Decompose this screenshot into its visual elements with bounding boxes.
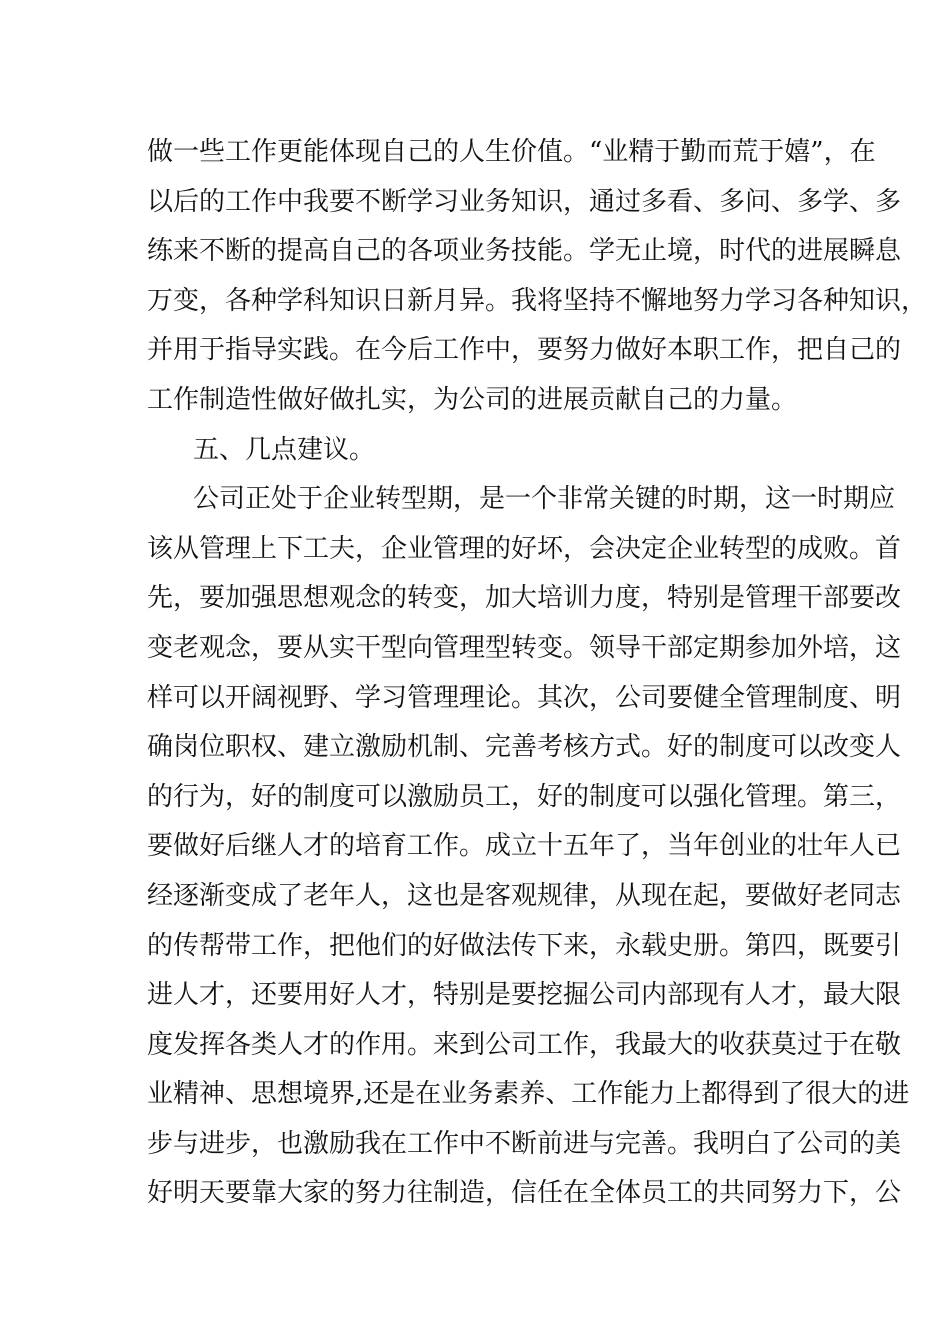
text-line: 并用于指导实践。在今后工作中，要努力做好本职工作，把自己的 <box>147 335 902 366</box>
text-line: 步与进步，也激励我在工作中不断前进与完善。我明白了公司的美 <box>147 1128 902 1159</box>
text-line: 的行为，好的制度可以激励员工，好的制度可以强化管理。第三， <box>147 781 902 812</box>
text-line: 做一些工作更能体现自己的人生价值。“业精于勤而荒于嬉”，在 <box>147 137 876 167</box>
text-line: 经逐渐变成了老年人，这也是客观规律，从现在起，要做好老同志 <box>147 880 902 911</box>
document-body <box>147 128 928 1219</box>
section-heading: 五、几点建议。 <box>193 434 376 465</box>
text-line: 公司正处于企业转型期，是一个非常关键的时期，这一时期应 <box>193 484 896 515</box>
text-line: 万变，各种学科知识日新月异。我将坚持不懈地努力学习各种知识， <box>147 285 928 316</box>
text-line: 的传帮带工作，把他们的好做法传下来，永载史册。第四，既要引 <box>147 930 902 961</box>
text-line: 好明天要靠大家的努力往制造，信任在全体员工的共同努力下，公 <box>147 1178 902 1209</box>
text-line: 以后的工作中我要不断学习业务知识，通过多看、多问、多学、多 <box>147 186 902 217</box>
text-line: 变老观念，要从实干型向管理型转变。领导干部定期参加外培，这 <box>147 632 902 663</box>
text-line: 度发挥各类人才的作用。来到公司工作，我最大的收获莫过于在敬 <box>147 1029 902 1060</box>
text-line: 工作制造性做好做扎实，为公司的进展贡献自己的力量。 <box>147 384 798 415</box>
text-line: 确岗位职权、建立激励机制、完善考核方式。好的制度可以改变人 <box>147 732 902 763</box>
text-line: 该从管理上下工夫，企业管理的好坏，会决定企业转型的成败。首 <box>147 533 902 564</box>
text-line: 进人才，还要用好人才，特别是要挖掘公司内部现有人才，最大限 <box>147 980 902 1011</box>
text-line: 要做好后继人才的培育工作。成立十五年了，当年创业的壮年人已 <box>147 831 902 862</box>
text-line: 样可以开阔视野、学习管理理论。其次，公司要健全管理制度、明 <box>147 682 902 713</box>
text-line: 先，要加强思想观念的转变，加大培训力度，特别是管理干部要改 <box>147 583 902 614</box>
text-line: 练来不断的提高自己的各项业务技能。学无止境，时代的进展瞬息 <box>147 236 902 267</box>
text-line: 业精神、思想境界,还是在业务素养、工作能力上都得到了很大的进 <box>147 1079 910 1110</box>
